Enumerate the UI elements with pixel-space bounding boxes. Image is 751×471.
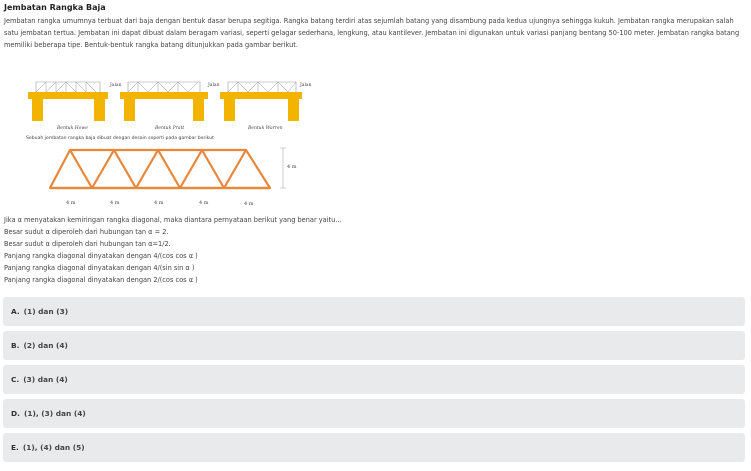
bridge-bottom-label: Bentuk Warren [248, 126, 283, 131]
option-text: (1), (4) dan (5) [22, 443, 85, 452]
option-letter: C. [11, 375, 20, 384]
intro-paragraph: Jembatan rangka umumnya terbuat dari baja dengan bentuk dasar berupa segitiga. Rangka batang terdiri atas sejumlah batang yang disambung pada kedua ujungnya sehingga kukuh. Jembatan rangka merupakan salah satu jembatan tertua. Jembatan ini dapat dibuat dalam beragam variasi, seperti gelagar sederhana, lengkung, atau kantilever. Jembatan ini digunakan untuk variasi panjang bentang 50-100 meter. Jembatan rangka batang memiliki beberapa tipe. Bentuk-bentuk rangka batang ditunjukkan pada gambar berikut. [4, 17, 740, 49]
statement-item: Panjang rangka diagonal dinyatakan dengan 2/(cos cos α ) [4, 276, 198, 284]
option-text: (1) dan (3) [23, 307, 69, 316]
bridge-pratt [120, 82, 220, 131]
bridge-bottom-label: Bentuk Howe [57, 126, 88, 131]
segment-label: 4 m [66, 200, 76, 206]
option-c[interactable] [3, 365, 745, 394]
option-letter: E. [11, 443, 19, 452]
question-block [4, 214, 744, 286]
segment-label: 4 m [244, 201, 254, 207]
option-a[interactable] [3, 297, 745, 326]
option-d[interactable] [3, 399, 745, 428]
option-text: (3) dan (4) [23, 375, 68, 384]
bridge-bottom-label: Bentuk Pratt [155, 126, 185, 131]
segment-label: 4 m [110, 200, 120, 206]
option-text: (1), (3) dan (4) [23, 409, 86, 418]
option-letter: D. [11, 409, 20, 418]
statement-item: Panjang rangka diagonal dinyatakan dengan 4/(cos cos α ) [4, 252, 198, 260]
option-text: (2) dan (4) [23, 341, 68, 350]
segment-label: 4 m [199, 200, 209, 206]
warren-truss [50, 148, 297, 207]
bridge-warren [220, 82, 312, 131]
option-b[interactable] [3, 331, 745, 360]
bridge-top-label: Jalan [208, 83, 220, 88]
bridge-top-label: Jalan [300, 83, 312, 88]
statement-item: Besar sudut α diperoleh dari hubungan tan α=1/2. [4, 240, 171, 248]
bridge-figure [0, 74, 330, 214]
question-title: Jembatan Rangka Baja [4, 3, 106, 12]
height-dimension-label: 4 m [287, 164, 297, 170]
option-letter: A. [11, 307, 20, 316]
figure-caption: Sebuah jembatan rangka baja dibuat dengan desain seperti pada gambar berikut [26, 136, 214, 141]
bridge-diagram [0, 74, 330, 214]
option-letter: B. [11, 341, 20, 350]
option-e[interactable] [3, 433, 745, 462]
statement-item: Besar sudut α diperoleh dari hubungan tan α = 2. [4, 228, 169, 236]
question-prompt: Jika α menyatakan kemiringan rangka diagonal, maka diantara pernyataan berikut yang benar yaitu... [4, 216, 342, 224]
bridge-top-label: Jalan [110, 83, 122, 88]
segment-label: 4 m [154, 200, 164, 206]
answer-options [3, 297, 745, 467]
bridge-howe [28, 82, 122, 131]
statement-item: Panjang rangka diagonal dinyatakan dengan 4/(sin sin α ) [4, 264, 195, 272]
